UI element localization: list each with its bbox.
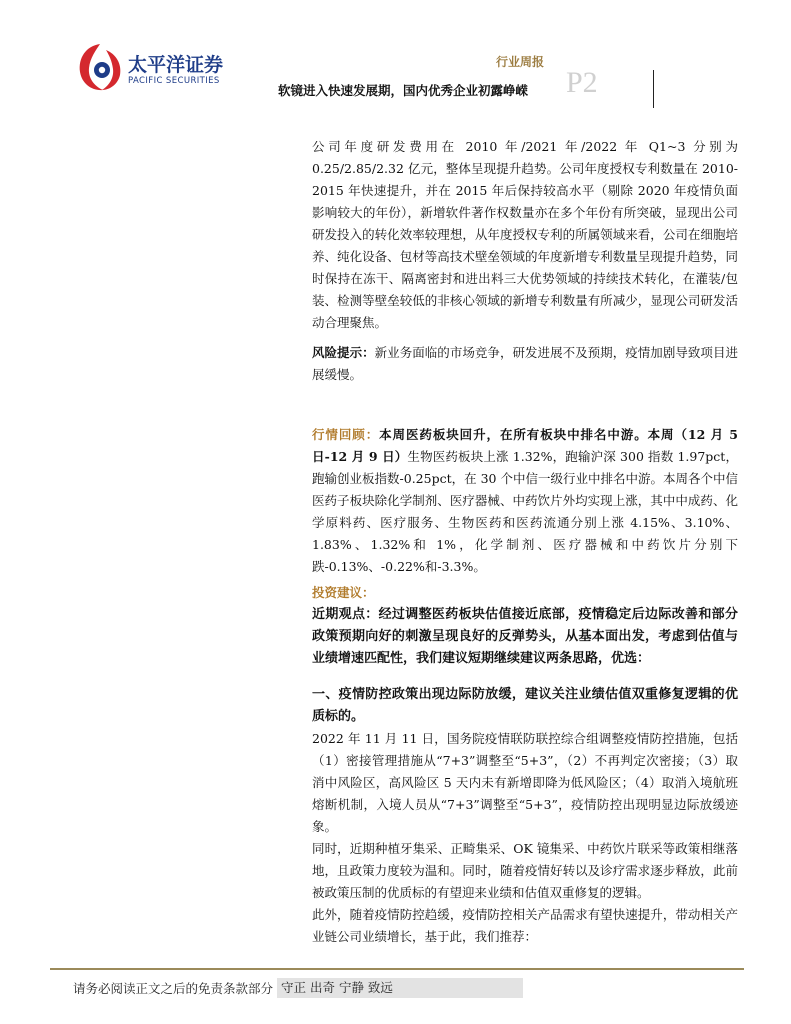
logo-text-cn: 太平洋证券	[128, 54, 224, 76]
market-label: 行情回顾：	[312, 427, 380, 442]
market-review-paragraph	[312, 424, 738, 578]
risk-text: 新业务面临的市场竞争，研发进展不及预期，疫情加剧导致项目进展缓慢。	[312, 345, 738, 382]
report-type: 行业周报	[496, 55, 545, 69]
footer	[73, 978, 523, 998]
invest-label: 投资建议：	[312, 585, 375, 600]
invest-para2: 同时，近期种植牙集采、正畸集采、OK 镜集采、中药饮片联采等政策相继落地，且政策力度较为温和。同时，随着疫情好转以及诊疗需求逐步释放，此前被政策压制的优质标的有望迎来业绩和估值双重修复的逻辑。	[312, 841, 738, 900]
company-logo	[76, 42, 236, 92]
logo-text-en: PACIFIC SECURITIES	[128, 76, 220, 86]
market-bold-text: 本周医药板块回升，在所有板块中排名中游。本周（12 月 5 日-12 月 9 日）	[312, 427, 738, 464]
footer-divider	[50, 968, 744, 970]
header-divider	[653, 70, 654, 108]
risk-label: 风险提示：	[312, 345, 375, 360]
invest-para3: 此外，随着疫情防控趋缓，疫情防控相关产品需求有望快速提升，带动相关产业链公司业绩增长，基于此，我们推荐：	[312, 907, 738, 944]
rd-text: 公司年度研发费用在 2010 年/2021 年/2022 年 Q1~3 分别为 0.25/2.85/2.32 亿元，整体呈现提升趋势。公司年度授权专利数量在 2010-2015 年快速提升，并在 2015 年后保持较高水平（剔除 2020 年疫情负面影响较大的年份），新增软件著作权数量亦在多个年份有所突破，显现出公司研发投入的转化效率较理想，从年度授权专利的所属领域来看，公司在细胞培养、纯化设备、包材等高技术壁垒领域的年度新增专利数量呈现提升趋势，同时保持在冻干、隔离密封和进出料三大优势领域的持续技术转化，在灌装/包装、检测等壁垒较低的非核心领域的新增专利数量有所减少，显现公司研发活动合理聚焦。	[312, 139, 738, 330]
section1-title-text: 一、疫情防控政策出现边际防放缓，建议关注业绩估值双重修复逻辑的优质标的。	[312, 687, 738, 724]
page-number: P2	[566, 66, 598, 99]
logo-emblem-icon	[76, 42, 124, 92]
report-title: 软镜进入快速发展期，国内优秀企业初露峥嵘	[278, 83, 529, 98]
invest-view	[312, 604, 738, 670]
invest-view-text: 近期观点：经过调整医药板块估值接近底部，疫情稳定后边际改善和部分政策预期向好的刺激呈现良好的反弹势头，从基本面出发，考虑到估值与业绩增速匹配性，我们建议短期继续建议两条思路，优选：	[312, 607, 738, 666]
section1-title	[312, 684, 738, 728]
invest-body	[312, 728, 738, 948]
market-text: 生物医药板块上涨 1.32%，跑输沪深 300 指数 1.97pct，跑输创业板指数-0.25pct，在 30 个中信一级行业中排名中游。本周各个中信医药子板块除化学制剂、医疗器械、中药饮片外均实现上涨，其中中成药、化学原料药、医疗服务、生物医药和医药流通分别上涨 4.15%、3.10%、1.83%、1.32%和 1%，化学制剂、医疗器械和中药饮片分别下跌-0.13%、-0.22%和-3.3%。	[312, 449, 738, 574]
footer-slogan: 守正 出奇 宁静 致远	[277, 978, 523, 998]
invest-para1: 2022 年 11 月 11 日，国务院疫情联防联控综合组调整疫情防控措施，包括（1）密接管理措施从“7+3”调整至“5+3”，（2）不再判定次密接；（3）取消中风险区，高风险区 5 天内未有新增即降为低风险区；（4）取消入境航班熔断机制，入境人员从“7+3”调整至“5+3”，疫情防控出现明显边际放缓迹象。	[312, 731, 738, 834]
risk-paragraph	[312, 342, 738, 386]
invest-label-block	[312, 582, 738, 604]
footer-disclaimer: 请务必阅读正文之后的免责条款部分	[73, 981, 274, 996]
rd-paragraph	[312, 136, 738, 334]
